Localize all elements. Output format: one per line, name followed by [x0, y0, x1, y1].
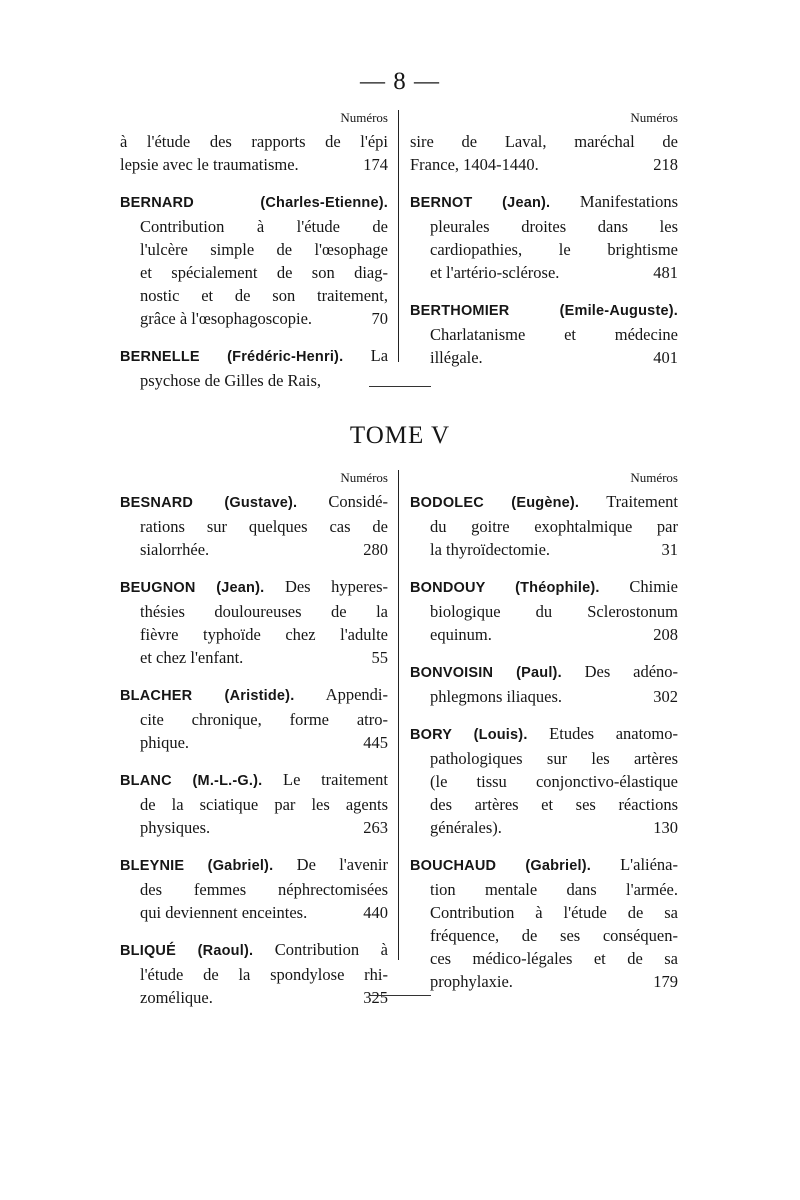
entry-text-line: sire de Laval, maréchal de: [410, 132, 678, 151]
entry-title-start: Chimie: [629, 577, 678, 596]
entry-number: 218: [653, 155, 678, 174]
entry-title-start: Etudes anatomo-: [549, 724, 678, 743]
entry-heading-line: [410, 298, 678, 323]
entry-title-start: De l'avenir: [296, 855, 389, 874]
entry-number: 302: [653, 687, 678, 706]
entry-text-line: equinum.: [430, 625, 492, 644]
entry-heading-line: [410, 575, 678, 600]
index-entry: [410, 190, 678, 284]
index-entry: [410, 660, 678, 708]
entry-number: 481: [653, 263, 678, 282]
entry-title-start: Contribution à: [274, 940, 388, 959]
section-rule-bottom: [369, 995, 431, 996]
entry-title-start: Appendi-: [325, 685, 388, 704]
entry-text-line: du goitre exophtalmique par: [430, 517, 678, 536]
index-entry: [410, 130, 678, 176]
entry-text-line: tion mentale dans l'armée.: [430, 880, 678, 899]
entry-text-line: France, 1404-1440.: [410, 155, 539, 174]
entry-heading-line: [120, 344, 388, 369]
author-name: BORY (Louis).: [410, 727, 528, 743]
section-rule-top: [369, 386, 431, 387]
index-entry: [120, 575, 388, 669]
entry-text-line: des femmes néphrectomisées: [140, 880, 388, 899]
entry-number: 325: [363, 988, 388, 1007]
entry-text-line: phlegmons iliaques.: [430, 687, 562, 706]
entry-text-line: et l'artério-sclérose.: [430, 263, 560, 282]
entry-text-line: ces médico-légales et de sa: [430, 949, 678, 968]
index-entry: [410, 853, 678, 993]
author-name: BONDOUY (Théophile).: [410, 580, 600, 596]
column-header: Numéros: [340, 470, 388, 485]
entry-text-line: sialorrhée.: [140, 540, 210, 559]
entry-text-line: Charlatanisme et médecine: [430, 325, 678, 344]
entry-title-start: La: [370, 346, 389, 365]
index-entry: [120, 490, 388, 561]
entry-text-line: zomélique.: [140, 988, 213, 1007]
entry-text-line: générales).: [430, 818, 502, 837]
column-left: [120, 470, 389, 1007]
section-title: TOME V: [349, 422, 451, 449]
column-left: [120, 110, 389, 390]
entry-text-line: qui deviennent enceintes.: [140, 903, 308, 922]
entry-text-line: et spécialement de son diag-: [140, 263, 388, 282]
column-header: Numéros: [630, 470, 678, 485]
entry-title-start: Le traitement: [283, 770, 388, 789]
entry-heading-line: [120, 190, 388, 215]
column-divider: [398, 470, 399, 960]
entry-title-start: Manifestations: [579, 192, 678, 211]
entry-text-line: de la sciatique par les agents: [140, 795, 388, 814]
entry-heading-line: [410, 853, 678, 878]
entry-number: 174: [363, 155, 388, 174]
index-entry: [120, 768, 388, 839]
index-entry: [410, 298, 678, 369]
author-name: BOUCHAUD (Gabriel).: [410, 858, 591, 874]
author-name: BONVOISIN (Paul).: [410, 665, 562, 681]
entry-number: 263: [363, 818, 388, 837]
entry-heading-line: [120, 575, 388, 600]
entry-number: 130: [653, 818, 678, 837]
author-name: BERTHOMIER (Emile-Auguste).: [410, 303, 678, 319]
entry-title-start: Des hyperes-: [284, 577, 388, 596]
author-name: BLACHER (Aristide).: [120, 688, 295, 704]
index-entry: [120, 853, 388, 924]
author-name: BERNOT (Jean).: [410, 195, 551, 211]
entry-number: 280: [363, 540, 388, 559]
page-number: — 8 —: [360, 68, 440, 95]
entry-text-line: pathologiques sur les artères: [430, 749, 678, 768]
entry-text-line: biologique du Sclerostonum: [430, 602, 678, 621]
entry-text-line: et chez l'enfant.: [140, 648, 244, 667]
author-name: BLANC (M.-L.-G.).: [120, 773, 263, 789]
entry-text-line: Contribution à l'étude de sa: [430, 903, 678, 922]
index-entry: [410, 575, 678, 646]
index-entry: [120, 130, 388, 176]
entry-text-line: thésies douloureuses de la: [140, 602, 388, 621]
entry-number: 179: [653, 972, 678, 991]
entry-text-line: cardiopathies, le brightisme: [430, 240, 678, 259]
author-name: BLEYNIE (Gabriel).: [120, 858, 274, 874]
entry-text-line: à l'étude des rapports de l'épi: [120, 132, 388, 151]
entry-text-line: cite chronique, forme atro-: [140, 710, 388, 729]
entry-heading-line: [120, 683, 388, 708]
entry-text-line: physiques.: [140, 818, 211, 837]
entry-title-start: Des adéno-: [584, 662, 679, 681]
entries-block-top: [120, 110, 678, 390]
entry-text-line: lepsie avec le traumatisme.: [120, 155, 299, 174]
entry-text-line: grâce à l'œsophagoscopie.: [140, 309, 313, 328]
entry-text-line: prophylaxie.: [430, 972, 513, 991]
author-name: BEUGNON (Jean).: [120, 580, 265, 596]
column-right: [410, 470, 679, 991]
column-divider: [398, 110, 399, 362]
entry-heading-line: [120, 853, 388, 878]
entry-text-line: la thyroïdectomie.: [430, 540, 551, 559]
entry-text-line: Contribution à l'étude de: [140, 217, 388, 236]
entry-number: 208: [653, 625, 678, 644]
entry-text-line: fréquence, de ses conséquen-: [430, 926, 678, 945]
entry-heading-line: [120, 768, 388, 793]
entry-text-line: phique.: [140, 733, 190, 752]
column-header: Numéros: [340, 110, 388, 125]
index-entry: [120, 344, 388, 392]
entry-number: 70: [371, 309, 388, 328]
author-name: BERNELLE (Frédéric-Henri).: [120, 349, 344, 365]
entry-text-line: rations sur quelques cas de: [140, 517, 388, 536]
author-name: BERNARD (Charles-Etienne).: [120, 195, 388, 211]
author-name: BODOLEC (Eugène).: [410, 495, 580, 511]
column-header: Numéros: [630, 110, 678, 125]
entry-number: 55: [371, 648, 388, 667]
entry-title-start: Traitement: [606, 492, 678, 511]
entry-title-start: Considé-: [328, 492, 388, 511]
entry-heading-line: [410, 490, 678, 515]
index-entry: [410, 490, 678, 561]
entry-text-line: des artères et ses réactions: [430, 795, 678, 814]
index-entry: [120, 683, 388, 754]
entry-text-line: l'ulcère simple de l'œsophage: [140, 240, 388, 259]
entry-heading-line: [120, 938, 388, 963]
author-name: BESNARD (Gustave).: [120, 495, 298, 511]
entry-text-line: psychose de Gilles de Rais,: [140, 371, 322, 390]
entry-text-line: (le tissu conjonctivo-élastique: [430, 772, 678, 791]
entries-block-tome-v: [120, 470, 679, 1007]
index-entry: [410, 722, 678, 839]
entry-text-line: illégale.: [430, 348, 483, 367]
entry-title-start: L'aliéna-: [620, 855, 678, 874]
entry-number: 445: [363, 733, 388, 752]
entry-text-line: nostic et de son traitement,: [140, 286, 388, 305]
entry-number: 31: [661, 540, 678, 559]
entry-text-line: fièvre typhoïde chez l'adulte: [140, 625, 388, 644]
entry-heading-line: [120, 490, 388, 515]
entry-heading-line: [410, 722, 678, 747]
entry-text-line: l'étude de la spondylose rhi-: [140, 965, 388, 984]
entry-number: 401: [653, 348, 678, 367]
entry-text-line: pleurales droites dans les: [430, 217, 678, 236]
column-right: [410, 110, 678, 367]
index-entry: [120, 938, 388, 1009]
author-name: BLIQUÉ (Raoul).: [120, 943, 254, 959]
entry-number: 440: [363, 903, 388, 922]
index-entry: [120, 190, 388, 330]
entry-heading-line: [410, 660, 678, 685]
entry-heading-line: [410, 190, 678, 215]
